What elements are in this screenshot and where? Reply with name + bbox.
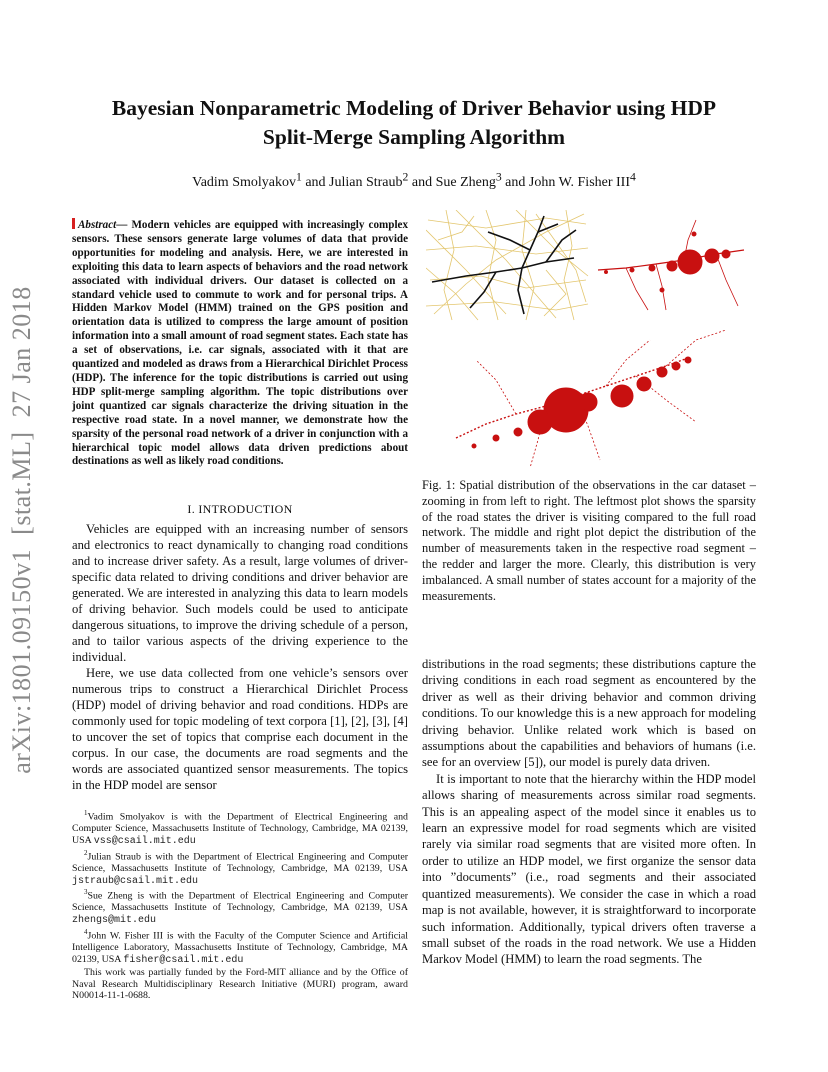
zoom-plot-bottom [456, 330, 726, 468]
road-network-plot [426, 210, 588, 320]
zoom-plot-middle [598, 220, 744, 310]
figure-1 [426, 210, 756, 472]
arxiv-id: arXiv:1801.09150v1 [stat.ML] 27 Jan 2018 [7, 286, 36, 774]
footnotes [72, 808, 408, 1002]
email-link[interactable]: jstraub@csail.mit.edu [72, 875, 199, 887]
right-paragraph-1: distributions in the road segments; these distributions capture the driving conditions in each road segment as encountered by the driver as well as their driving behavior and common driving conditions. To our knowledge this is a new approach for modeling driving behavior. Unlike related work which is based on assumptions about the capabilities and behaviors of humans (i.e. see for an overview [5]), our model is purely data driven. [422, 657, 756, 770]
email-link[interactable]: vss@csail.mit.edu [93, 835, 196, 847]
abstract-text: — Modern vehicles are equipped with increasingly complex sensors. These sensors generate large volumes of data that provide opportunities for modeling and analysis. Here, we are interested in exploiting this data to learn aspects of behaviors and the road network associated with individual drivers. Our dataset is collected on a standard vehicle used to commute to work and for personal trips. A Hidden Markov Model (HMM) trained on the GPS position and orientation data is utilized to compress the large amount of position information into a small amount of road segment states. Each state has a set of observations, i.e. car signals, associated with it that are quantized and modeled as draws from a Hierarchical Dirichlet Process (HDP). The inference for the topic distributions is carried out using HDP split-merge sampling algorithm. The topic distributions over joint quantized car signals characterize the driving situation in the respective road state. In a novel manner, we demonstrate how the sparsity of the personal road network of a driver in conjunction with a hierarchical topic model allows data driven predictions about destinations as well as likely road conditions. [72, 219, 408, 468]
title-line-1: Bayesian Nonparametric Modeling of Driver Behavior using HDP [111, 96, 717, 120]
arxiv-stamp [2, 280, 42, 780]
paper-title [60, 94, 768, 152]
author-3: Sue Zheng$^3$ and [435, 170, 529, 190]
author-2: Julian Straub$^2$ and [329, 170, 436, 190]
footnote-3: $^3$Sue Zheng is with the Department of Electrical Engineering and Computer Science, Massachusetts Institute of Technology, Cambridge, MA 02139, USA zhengs@mit.edu [72, 888, 408, 927]
figure-1-caption: Fig. 1: Spatial distribution of the observations in the car dataset – zooming in from left to right. The leftmost plot shows the sparsity of the road states the driver is visiting compared to the full road network. The middle and right plot depict the distribution of the number of measurements taken in the respective road segment – the redder and larger the more. Clearly, this distribution is very imbalanced. A small number of states account for a majority of the measurements. [422, 478, 756, 603]
author-list [60, 170, 768, 191]
introduction-body [72, 521, 408, 793]
figure-1-image [426, 210, 756, 472]
section-heading: I. INTRODUCTION [187, 502, 293, 516]
funding-note: This work was partially funded by the Ford-MIT alliance and by the Office of Naval Research Multidisciplinary Research Initiative (MURI) program, award N00014-11-1-0688. [72, 966, 408, 1002]
title-line-2: Split-Merge Sampling Algorithm [262, 125, 566, 149]
right-column-body [422, 656, 756, 968]
right-paragraph-2: It is important to note that the hierarchy within the HDP model allows sharing of measurements across similar road segments. This is an appealing aspect of the model since it enables us to learn an expressive model for road segments which are visited rarely via similar road segments that are visited more often. In order to utilize an HDP model, we first organize the sensor data into ”documents” (i.e., road segments and their associated quantized measurements). We consider the case in which a road map is not available, however, it is straightforward to incorporate such information. Additionally, typical drivers often traverse a small subset of the roads in the road network. We use a Hidden Markov Model (HMM) to learn the road segments. The [422, 771, 756, 967]
abstract [72, 218, 408, 469]
annotation-marker-icon [72, 218, 75, 229]
intro-paragraph-2: Here, we use data collected from one vehicle’s sensors over numerous trips to construct a Hierarchical Dirichlet Process (HDP) model of driving behavior and road conditions. HDPs are commonly used for topic modeling of text corpora [1], [2], [3], [4] to uncover the set of topics that comprise each document in the corpus. In our case, the documents are road segments and the words are associated quantized sensor measurements. The topics in the HDP model are sensor [72, 666, 408, 792]
author-1: Vadim Smolyakov$^1$ and [192, 170, 330, 190]
author-4: John W. Fisher III$^4$ [528, 170, 636, 190]
footnote-4: $^4$John W. Fisher III is with the Faculty of the Computer Science and Artificial Intelligence Laboratory, Massachusetts Institute of Technology, Cambridge, MA 02139, USA fisher@csail.mit.edu [72, 928, 408, 966]
intro-paragraph-1: Vehicles are equipped with an increasing number of sensors and electronics to react dynamically to changing road conditions and to increase driver safety. As a result, large volumes of driver-specific data related to driving conditions and driver behavior are generated. We are interested in analyzing this data to learn models of driving behavior. Such models could be used to anticipate dangerous situations, to improve the driving schedule of a person, and to tailor various aspects of the driving experience to the individual. [72, 522, 408, 664]
abstract-lead: Abstract [78, 219, 117, 231]
email-link[interactable]: fisher@csail.mit.edu [123, 954, 244, 966]
email-link[interactable]: zhengs@mit.edu [72, 915, 157, 927]
footnote-1: $^1$Vadim Smolyakov is with the Department of Electrical Engineering and Computer Science, Massachusetts Institute of Technology, Cambridge, MA 02139, USA vss@csail.mit.edu [72, 809, 408, 847]
footnote-2: $^2$Julian Straub is with the Department of Electrical Engineering and Computer Science, Massachusetts Institute of Technology, Cambridge, MA 02139, USA jstraub@csail.mit.edu [72, 848, 408, 887]
